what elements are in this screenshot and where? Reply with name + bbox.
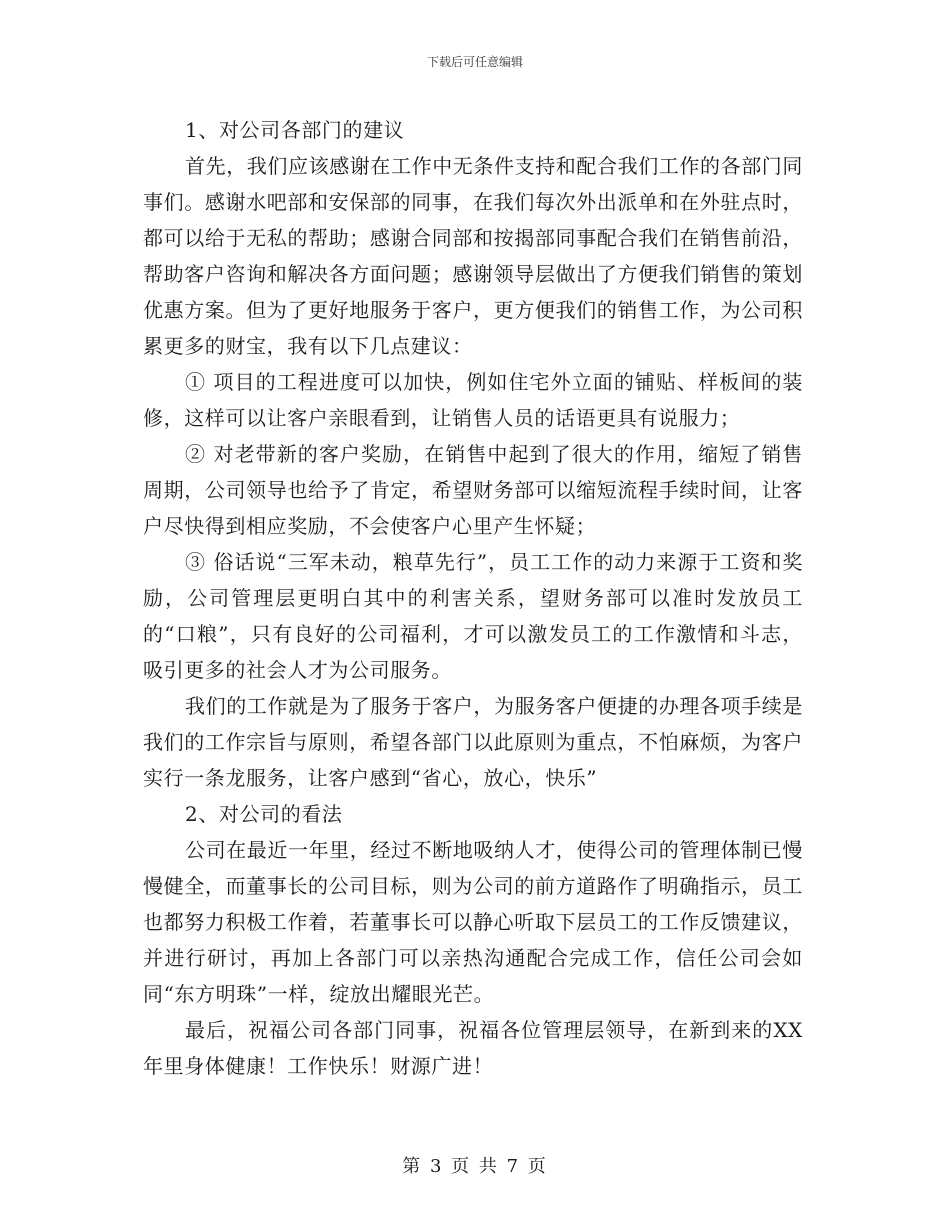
page-header: 下载后可任意编辑 (426, 55, 523, 69)
paragraph-company-view: 公司在最近一年里，经过不断地吸纳人才，使得公司的管理体制已慢慢健全，而董事长的公司目标，则为公司的前方道路作了明确指示，员工也都努力积极工作着，若董事长可以静心听取下层员工的工作反馈建议，并进行研讨，再加上各部门可以亲热沟通配合完成工作，信任公司会如同“东方明珠”一样，绽放出耀眼光芒。 (143, 838, 803, 1006)
paragraph-closing: 最后，祝福公司各部门同事，祝福各位管理层领导，在新到来的XX年里身体健康！工作快乐！财源广进！ (143, 1018, 803, 1078)
suggestion-3: ③ 俗话说“三军未动，粮草先行”，员工工作的动力来源于工资和奖励，公司管理层更明白其中的利害关系，望财务部可以准时发放员工的“口粮”，只有良好的公司福利，才可以激发员工的工作激情和斗志，吸引更多的社会人才为公司服务。 (143, 550, 803, 682)
document-body (143, 112, 803, 1084)
paragraph-service: 我们的工作就是为了服务于客户，为服务客户便捷的办理各项手续是我们的工作宗旨与原则，希望各部门以此原则为重点，不怕麻烦，为客户实行一条龙服务，让客户感到“省心，放心，快乐” (143, 694, 803, 790)
page-number: 第 3 页 共 7 页 (402, 1156, 548, 1177)
section-heading-2: 2、对公司的看法 (185, 802, 343, 826)
section-heading-1: 1、对公司各部门的建议 (185, 118, 405, 142)
paragraph-thanks: 首先，我们应该感谢在工作中无条件支持和配合我们工作的各部门同事们。感谢水吧部和安保部的同事，在我们每次外出派单和在外驻点时，都可以给于无私的帮助；感谢合同部和按揭部同事配合我们在销售前沿，帮助客户咨询和解决各方面问题；感谢领导层做出了方便我们销售的策划优惠方案。但为了更好地服务于客户，更方便我们的销售工作，为公司积累更多的财宝，我有以下几点建议： (143, 154, 803, 358)
suggestion-1: ① 项目的工程进度可以加快，例如住宅外立面的铺贴、样板间的装修，这样可以让客户亲眼看到，让销售人员的话语更具有说服力； (143, 370, 803, 430)
suggestion-2: ② 对老带新的客户奖励，在销售中起到了很大的作用，缩短了销售周期，公司领导也给予了肯定，希望财务部可以缩短流程手续时间，让客户尽快得到相应奖励，不会使客户心里产生怀疑； (143, 442, 803, 538)
